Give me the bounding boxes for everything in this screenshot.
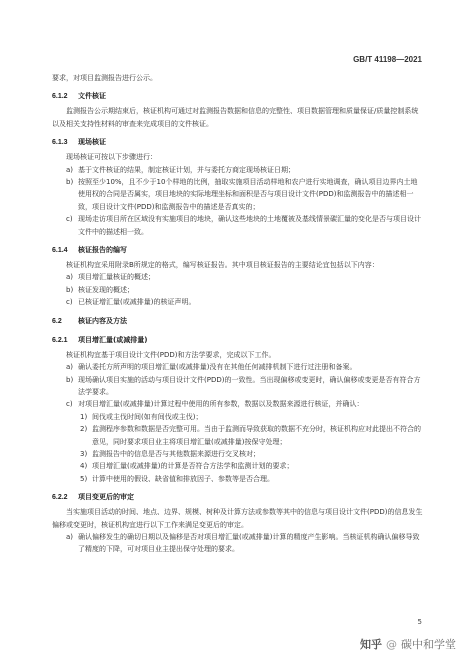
list-marker: a) [66,363,74,372]
list-item [52,296,424,308]
watermark [360,636,456,652]
list-text: 核证发现的概述； [78,285,134,294]
sub-list-item [52,473,424,485]
section-heading [52,491,424,504]
sub-list-item [52,411,424,423]
paragraph: 监测报告公示期结束后，核证机构可通过对监测报告数据和信息的完整性、项目数据管理和质量保证/质量控制系统以及相关支持性材料的审查来完成项目的文件核证。 [52,107,419,128]
list-text: 确认委托方所声明的项目增汇量(或减排量)没有在其他任何减排机制下进行过注册和备案。 [78,363,357,372]
section-heading [52,244,424,257]
list-marker: b) [66,178,74,187]
list-marker: 5) [80,474,88,483]
zhihu-logo: 知乎 [360,638,382,651]
watermark-account: 碳中和学堂 [401,638,456,651]
page-number: 5 [417,618,422,626]
section-title: 核证报告的编写 [78,246,127,255]
section-number: 6.2.2 [52,494,68,502]
list-item [52,284,424,296]
list-marker: b) [66,375,74,384]
section-number: 6.1.4 [52,247,68,255]
section-heading [52,315,424,328]
section-number: 6.2.1 [52,336,68,344]
intro-line: 要求，对项目监测报告进行公示。 [52,74,157,82]
list-text: 计算中使用的假设、缺省值和排放因子、参数等是否合理。 [92,474,274,483]
at-sign: @ [386,637,397,651]
list-text: 对项目增汇量(或减排量)计算过程中使用的所有参数，数据以及数据来源进行核证，并确认： [78,400,364,409]
paragraph: 当实施项目活动的时间、地点、边界、规模、树种及计算方法或参数等其中的信息与项目设计文件(PDD)的信息发生偏移或变更时，核证机构宜进行以下工作来满足变更后的审定。 [52,508,423,529]
list-item [52,531,424,556]
list-text: 已核证增汇量(或减排量)的核证声明。 [78,298,196,307]
standard-code: GB/T 41198—2021 [353,55,422,64]
list-item [52,271,424,283]
list-text: 项目增汇量(或减排量)的计算是否符合方法学和监测计划的要求； [92,462,294,471]
list-item [52,176,424,213]
list-text: 间伐或主伐时间(如有间伐或主伐)； [92,412,203,421]
section-heading [52,90,424,103]
list-item [52,164,424,176]
section-title: 核证内容及方法 [78,316,127,325]
section-title: 项目变更后的审定 [78,493,134,502]
list-marker: 3) [80,449,88,458]
list-text: 基于文件核证的结果，制定核证计划，并与委托方商定现场核证日期； [78,165,295,174]
sub-list-item [52,423,424,448]
paragraph: 核证机构宜采用附录B所规定的格式，编写核证报告。其中项目核证报告的主要结论宜包括以下内容： [66,261,379,270]
section-title: 文件核证 [78,92,106,101]
list-item [52,361,424,373]
list-marker: 2) [80,425,88,434]
list-marker: 1) [80,412,88,421]
list-text: 确认偏移发生的确切日期以及偏移是否对项目增汇量(或减排量)计算的精度产生影响。当核证机构确认偏移导致了精度的下降，可对项目业主提出保守处理的要求。 [78,532,420,554]
section-heading [52,334,424,347]
list-text: 监测程序参数和数据是否完整可用。当由于监测而导致获取的数据不充分时，核证机构应对此提出不符合的意见，同时要求项目业主将项目增汇量(或减排量)按保守处理； [92,425,421,446]
list-marker: c) [66,215,73,224]
list-text: 项目增汇量核证的概述； [78,273,155,282]
page-content [52,72,424,556]
list-marker: c) [66,400,73,409]
section-number: 6.1.2 [52,93,68,101]
list-item [52,398,424,410]
section-heading [52,136,424,149]
section-title: 项目增汇量(或减排量) [78,335,148,344]
list-marker: a) [66,273,74,282]
list-item [52,374,424,399]
list-item [52,213,424,238]
section-number: 6.1.3 [52,139,68,147]
list-marker: 4) [80,462,88,471]
sub-list-item [52,460,424,472]
paragraph: 核证机构宜基于项目设计文件(PDD)和方法学要求，完成以下工作。 [66,350,276,359]
list-marker: b) [66,285,74,294]
sub-list-item [52,448,424,460]
list-marker: a) [66,165,74,174]
list-text: 现场确认项目实施的活动与项目设计文件(PDD)的一致性。当出现偏移或变更时，确认偏移或变更是否有符合方法学要求。 [78,375,421,396]
list-text: 按照至少10%，且不少于10个样地的比例，抽取实施项目活动样地和农户进行实地调查，确认项目边界内土地使用权的合同是否属实，项目地块的实际地理坐标和面积是否与项目设计文件(PDD)和监测报告中的描述相一致，项目设计文件(PDD)和监测报告中的描述是否真实的； [78,178,418,211]
paragraph: 现场核证可按以下步骤进行： [66,153,157,162]
section-number: 6.2 [52,317,62,325]
section-title: 现场核证 [78,138,106,147]
list-marker: a) [66,532,74,541]
list-text: 监测报告中的信息是否与其他数据来源进行交叉核对； [92,449,260,458]
list-marker: c) [66,298,73,307]
list-text: 现场走访项目所在区域没有实施项目的地块，确认这些地块的土地覆被及基线情景碳汇量的变化是否与项目设计文件中的描述相一致。 [78,215,421,236]
